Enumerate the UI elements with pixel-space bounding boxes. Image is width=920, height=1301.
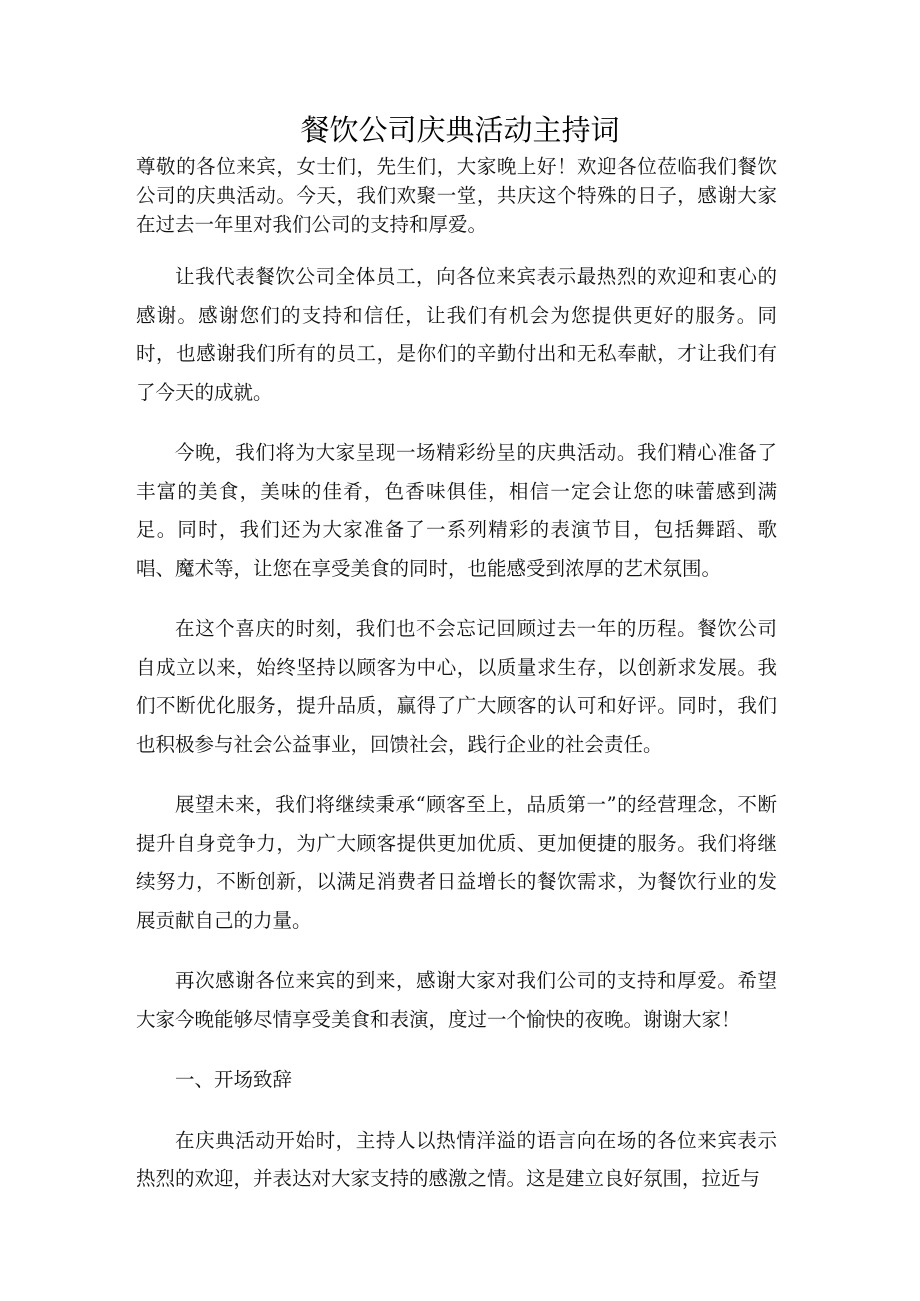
paragraph-thanks: 让我代表餐饮公司全体员工，向各位来宾表示最热烈的欢迎和衷心的感谢。感谢您们的支持和信任，让我们有机会为您提供更好的服务。同时，也感谢我们所有的员工，是你们的辛勤付出和无私奉献，才让我们有了今天的成就。 — [136, 265, 777, 404]
document-title: 餐饮公司庆典活动主持词 — [300, 113, 620, 147]
paragraph-opening-greeting: 尊敬的各位来宾，女士们，先生们，大家晚上好！欢迎各位莅临我们餐饮公司的庆典活动。今天，我们欢聚一堂，共庆这个特殊的日子，感谢大家在过去一年里对我们公司的支持和厚爱。 — [136, 155, 777, 236]
section-heading-opening-speech: 一、开场致辞 — [175, 1068, 293, 1091]
paragraph-tonight-program: 今晚，我们将为大家呈现一场精彩纷呈的庆典活动。我们精心准备了丰富的美食，美味的佳肴，色香味俱佳，相信一定会让您的味蕾感到满足。同时，我们还为大家准备了一系列精彩的表演节目，包括舞蹈、歌唱、魔术等，让您在享受美食的同时，也能感受到浓厚的艺术氛围。 — [136, 441, 777, 580]
document-body — [136, 152, 777, 1221]
paragraph-review-past-year: 在这个喜庆的时刻，我们也不会忘记回顾过去一年的历程。餐饮公司自成立以来，始终坚持以顾客为中心，以质量求生存，以创新求发展。我们不断优化服务，提升品质，赢得了广大顾客的认可和好评。同时，我们也积极参与社会公益事业，回馈社会，践行企业的社会责任。 — [136, 617, 777, 756]
paragraph-closing-thanks: 再次感谢各位来宾的到来，感谢大家对我们公司的支持和厚爱。希望大家今晚能够尽情享受美食和表演，度过一个愉快的夜晚。谢谢大家！ — [136, 969, 777, 1031]
paragraph-opening-speech-description: 在庆典活动开始时，主持人以热情洋溢的语言向在场的各位来宾表示热烈的欢迎，并表达对大家支持的感激之情。这是建立良好氛围，拉近与 — [136, 1128, 777, 1190]
paragraph-future-outlook: 展望未来，我们将继续秉承“顾客至上，品质第一”的经营理念，不断提升自身竞争力，为广大顾客提供更加优质、更加便捷的服务。我们将继续努力，不断创新，以满足消费者日益增长的餐饮需求，为餐饮行业的发展贡献自己的力量。 — [136, 793, 777, 932]
